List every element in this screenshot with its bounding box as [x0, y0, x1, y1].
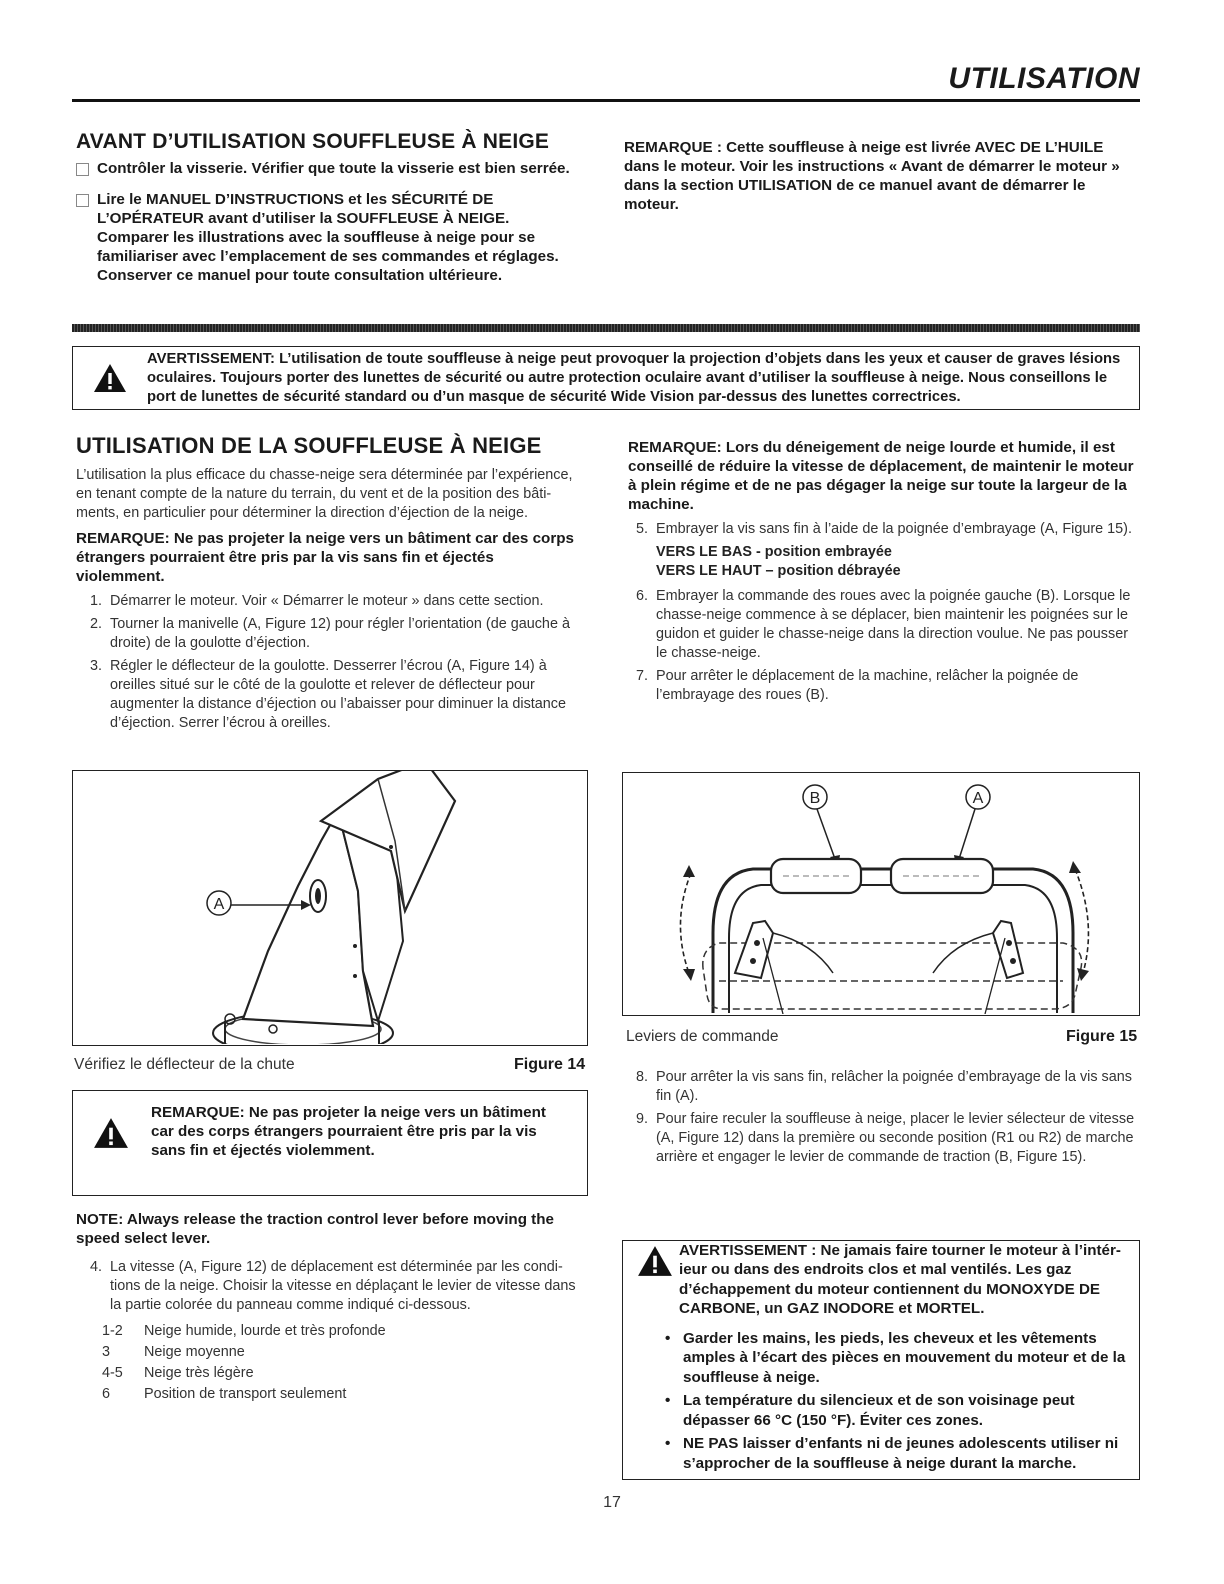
eye-warning-text: AVERTISSEMENT: L’utilisation de toute souffleuse à neige peut provoquer la projection d’objets dans les yeux et causer de graves lésions oculaires. Toujours porter des lunettes de sécurité ou autre protection oculaire avant d’utiliser la souffleuse à neige. Nous conseillons le port de lunettes de sécurité standard ou d’un masque de sécurité Wide Vision par-dessus des lunettes correctrices.	[147, 351, 1121, 405]
figure-15-image	[622, 772, 1140, 1016]
chute-deflector-illustration	[73, 771, 586, 1044]
checklist-item: Contrôler la visserie. Vérifier que toute la visserie est bien serrée.	[76, 159, 576, 178]
traction-note: NOTE: Always release the traction control lever before moving the speed select lever.	[76, 1211, 554, 1247]
warning-triangle-icon	[93, 1117, 129, 1149]
step-item: 9. Pour faire reculer la souffleuse à neige, placer le levier sélecteur de vitesse (A, Figure 12) dans la première ou seconde position (R1 ou R2) de marche arrière et engager le levier de commande de traction (B, Figure 15).	[635, 1111, 1135, 1166]
section-divider	[72, 324, 1140, 332]
operation-title: UTILISATION DE LA SOUFFLEUSE À NEIGE	[76, 433, 542, 458]
oil-remark: REMARQUE : Cette souffleuse à neige est livrée AVEC DE L’HUILE dans le moteur. Voir les instructions « Avant de démarrer le moteur » dans la section UTILISATION de ce manuel avant de démarrer le moteur.	[624, 139, 1120, 213]
step-item: 8. Pour arrêter la vis sans fin, relâcher la poignée d’embrayage de la vis sans fin (A).	[635, 1069, 1132, 1105]
speed-row: 6 Position de transport seulement	[102, 1385, 347, 1402]
checklist-item: Lire le MANUEL D’INSTRUCTIONS et les SÉCURITÉ DE L’OPÉRATEUR avant d’utiliser la SOUFFLEUSE À NEIGE. Comparer les illustrations avec la souffleuse à neige pour se familiariser avec l’emplacement de ses commandes et réglages. Conserver ce manuel pour toute consultation ultérieure.	[76, 190, 576, 285]
step-item: 2. Tourner la manivelle (A, Figure 12) pour régler l’orientation (de gauche à droite) de la goulotte d’éjection.	[89, 616, 570, 652]
eye-warning-box	[72, 346, 1140, 410]
step-item: 1. Démarrer le moteur. Voir « Démarrer le moteur » dans cette section.	[89, 593, 544, 610]
speed-list	[102, 1321, 586, 1405]
small-warning-text: REMARQUE: Ne pas projeter la neige vers un bâtiment car des corps étrangers pourraient être pris par la vis sans fin et éjectés violemment.	[151, 1104, 546, 1159]
speed-row: 3 Neige moyenne	[102, 1343, 245, 1360]
co-warning-text: AVERTISSEMENT : Ne jamais faire tourner le moteur à l’intér-ieur ou dans des endroits clos et mal ventilés. Les gaz d’échappement du moteur contiennent du MONOXYDE DE CARBONE, un GAZ INODORE et MORTEL.	[679, 1242, 1121, 1318]
step-item: 6. Embrayer la commande des roues avec la poignée gauche (B). Lorsque le chasse-neige commence à se déplacer, bien maintenir les poignées sur le guidon et guider le chasse-neige dans la direction voulue. Ne pas pousser le chasse-neige.	[635, 588, 1131, 662]
position-up: VERS LE HAUT – position débrayée	[656, 563, 901, 580]
callout-a-label: A	[972, 790, 984, 807]
right-steps-lower	[628, 1068, 1136, 1171]
page-number: 17	[603, 1494, 621, 1511]
checkbox-icon	[76, 194, 89, 207]
position-down: VERS LE BAS - position embrayée	[656, 544, 892, 561]
figure-14-caption: Vérifiez le déflecteur de la chute	[74, 1056, 295, 1073]
right-column-top	[628, 438, 1136, 709]
speed-row: 4-5 Neige très légère	[102, 1364, 254, 1381]
before-use-title: AVANT D’UTILISATION SOUFFLEUSE À NEIGE	[76, 130, 550, 153]
section-header: UTILISATION	[948, 62, 1140, 95]
step-item: 5. Embrayer la vis sans fin à l’aide de la poignée d’embrayage (A, Figure 15).	[635, 521, 1132, 537]
small-warning-box	[72, 1090, 588, 1196]
heavy-snow-remark: REMARQUE: Lors du déneigement de neige lourde et humide, il est conseillé de réduire la vitesse de déplacement, de maintenir le moteur à plein régime et de ne pas dégager la neige sur toute la largeur de la machine.	[628, 439, 1134, 513]
operation-intro: L’utilisation la plus efficace du chasse-neige sera déterminée par l’expérience, en tenant compte de la nature du terrain, du vent et de la position des bâti-ments, en particulier pour déterminer la direction d’éjection de la neige.	[76, 467, 573, 522]
figure-14-label: Figure 14	[514, 1056, 586, 1073]
warning-triangle-icon	[93, 363, 127, 393]
speed-row: 1-2 Neige humide, lourde et très profonde	[102, 1323, 386, 1340]
step-item: 4. La vitesse (A, Figure 12) de déplacement est déterminée par les condi-tions de la neige. Choisir la vitesse en déplaçant le levier de vitesse dans la partie colorée du panneau comme indiqué ci-dessous.	[89, 1259, 576, 1314]
callout-a-label: A	[213, 896, 225, 913]
checkbox-icon	[76, 163, 89, 176]
list-item: • Garder les mains, les pieds, les cheveux et les vêtements amples à l’écart des pièces en mouvement du moteur et de la souffleuse à neige.	[665, 1330, 1126, 1386]
step-item: 3. Régler le déflecteur de la goulotte. Desserrer l’écrou (A, Figure 14) à oreilles situé sur le côté de la goulotte et relever de déflecteur pour augmenter la distance d’éjection ou l’abaisser pour diminuer la distance d’éjection. Serrer l’écrou à oreilles.	[89, 658, 566, 732]
header-rule	[72, 99, 1140, 102]
co-warning-box	[622, 1240, 1140, 1480]
figure-15-label: Figure 15	[1066, 1028, 1138, 1045]
operation-remark: REMARQUE: Ne pas projeter la neige vers un bâtiment car des corps étrangers pourraient être pris par la vis sans fin et éjectés violemment.	[76, 530, 574, 586]
operation-section	[76, 434, 586, 737]
speed-section	[76, 1210, 586, 1405]
callout-b-label: B	[809, 790, 821, 807]
warning-triangle-icon	[637, 1245, 673, 1277]
co-warning-bullets	[665, 1325, 1131, 1473]
before-use-section	[76, 130, 576, 297]
control-levers-illustration	[623, 773, 1138, 1014]
list-item: • La température du silencieux et de son voisinage peut dépasser 66 °C (150 °F). Éviter ces zones.	[665, 1392, 1075, 1429]
figure-15-caption: Leviers de commande	[626, 1028, 779, 1045]
figure-14-image	[72, 770, 588, 1046]
list-item: • NE PAS laisser d’enfants ni de jeunes adolescents utiliser ni s’approcher de la souffleuse à neige durant la marche.	[665, 1435, 1119, 1472]
step-item: 7. Pour arrêter le déplacement de la machine, relâcher la poignée de l’embrayage des roues (B).	[635, 668, 1079, 704]
